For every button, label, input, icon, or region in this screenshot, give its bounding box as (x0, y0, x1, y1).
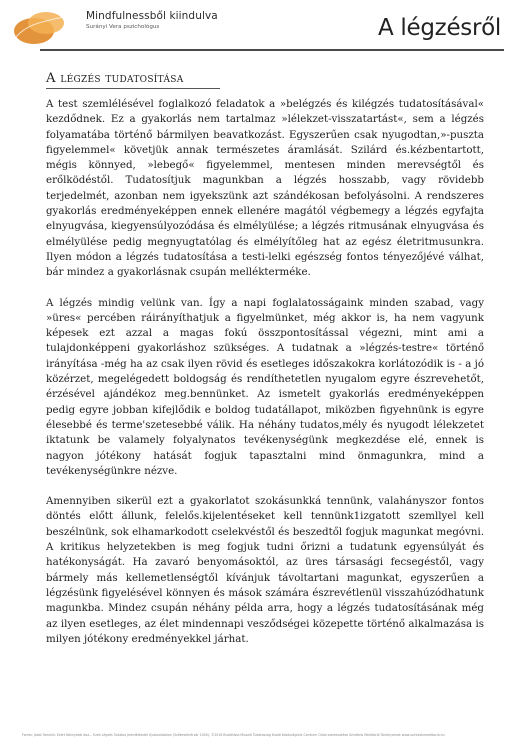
brand-logo (12, 9, 68, 47)
section-title-underline (46, 88, 220, 89)
article-body (46, 97, 484, 647)
section-title: A légzés tudatosítása (46, 71, 184, 86)
page-heading: A légzésről (377, 15, 501, 41)
header-divider (40, 49, 504, 51)
footer-source: Forrás: Jobst Tomelik: Ezért Könnyebb lesz... Ezek Légzés Tudatos Jelenlétkedet Gyakorlatokon (Székesfehérvár 2000). ©2016 Buddhista Misszió Tudatosság Kiadó Közösségünk Centrum Oldal szerkesztése Szintézis Meditáció Tanfolyamok www.szintezismeditacio.hu (22, 733, 445, 737)
paragraph-2: A légzés mindig velünk van. Így a napi foglalatosságaink minden szabad, vagy »üres« percében ráirányíthatjuk a figyelmünket, még akkor is, ha nem vagyunk képesek ezt azzal a magas fokú összpontosítással végezni, mint ami a tulajdonképpeni gyakorláshoz szükséges. A tudatnak a »légzés-testre« történő irányítása -még ha az csak ilyen rövid és esetleges időszakokra korlátozódik is - a jó közérzet, megelégedett boldogság és rendíthetetlen nyugalom egyre észrevehetőt, érzésével ajándékoz meg.bennünket. Az ismetelt gyakorlás eredményeképpen pedig egyre jobban kifejlődik e boldog tudatállapot, miközben figyehnünk is egyre élesebbé és terme'szetesebbé válik. Ha néhány tudatos,mély és nyugodt lélekzetet iktatunk be valamely folyalynatos tevékenységünk megkezdése elé, ennek is nagyon jótékony hatását fogjuk tapasztalni mind önmagunkra, mind a tevékenységünkre nézve. (46, 296, 484, 477)
paragraph-1: A test szemlélésével foglalkozó feladatok a »belégzés és kilégzés tudatosításával« kezdődnek. Ez a gyakorlás nem tartalmaz »lélekzet-visszatartást«, sem a légzés folyamatába történő bármilyen beavatkozást. Egyszerűen csak nyugodtan,»-puszta figyelemmel« követjük annak természetes áramlását. Szilárd és.kézbentartott, mégis könnyed, »lebegő« figyelemmel, mentesen minden merevségtől és erőlködéstől. Tudatosítjuk magunkban a légzés hosszabb, vagy rövidebb terjedelmét, azonban nem igyekszünk azt szándékosan befolyásolni. A rendszeres gyakorlás eredményeképpen ennek ellenére magától végbemegy a légzés egyfajta elnyugvása, kiegyensúlyozódása és elmélyülése; a légzés ritmusának elnyugvása és elmélyülése pedig megnyugtatólag és elmélyítőleg hat az egész életritmusunkra. Ilyen módon a légzés tudatosítása a testi-lelki egészség fontos tényezőjévé válhat, bár mindez a gyakorlásnak csupán mellékterméke. (46, 98, 484, 279)
paragraph-3: Amennyiben sikerül ezt a gyakorlatot szokásunkká tennünk, valahányszor fontos döntés előtt állunk, felelős.kijelentéseket kell tennünk1izgatott szemllyel kell beszélnünk, sok elhamarkodott cselekvéstől és beszedtől fogjuk magunkat megóvni. A kritikus helyzetekben is meg fogjuk tudni őrizni a tudatunk egyensúlyát és hatékonyságát. Ha zavaró benyomásoktól, az üres társasági fecsegéstől, vagy bármely más kellemetlenségtől kívánjuk távoltartani magunkat, egyszerűen a légzésünk figyelésével könnyen és mások számára észrevétlenül visszahúzódhatunk magunkba. Mindez csupán néhány példa arra, hogy a légzés tudatosításának még az ilyen esetleges, az élet mindennapi vesződségei közepette történő alkalmazása is milyen jótékony eredményekkel járhat. (46, 495, 484, 645)
brand-subtitle: Surányi Vera pszichológus (86, 24, 160, 30)
brand-logo-icon (12, 9, 68, 47)
brand-title: Mindfulnessből kiindulva (86, 10, 218, 22)
page-header (0, 0, 529, 56)
